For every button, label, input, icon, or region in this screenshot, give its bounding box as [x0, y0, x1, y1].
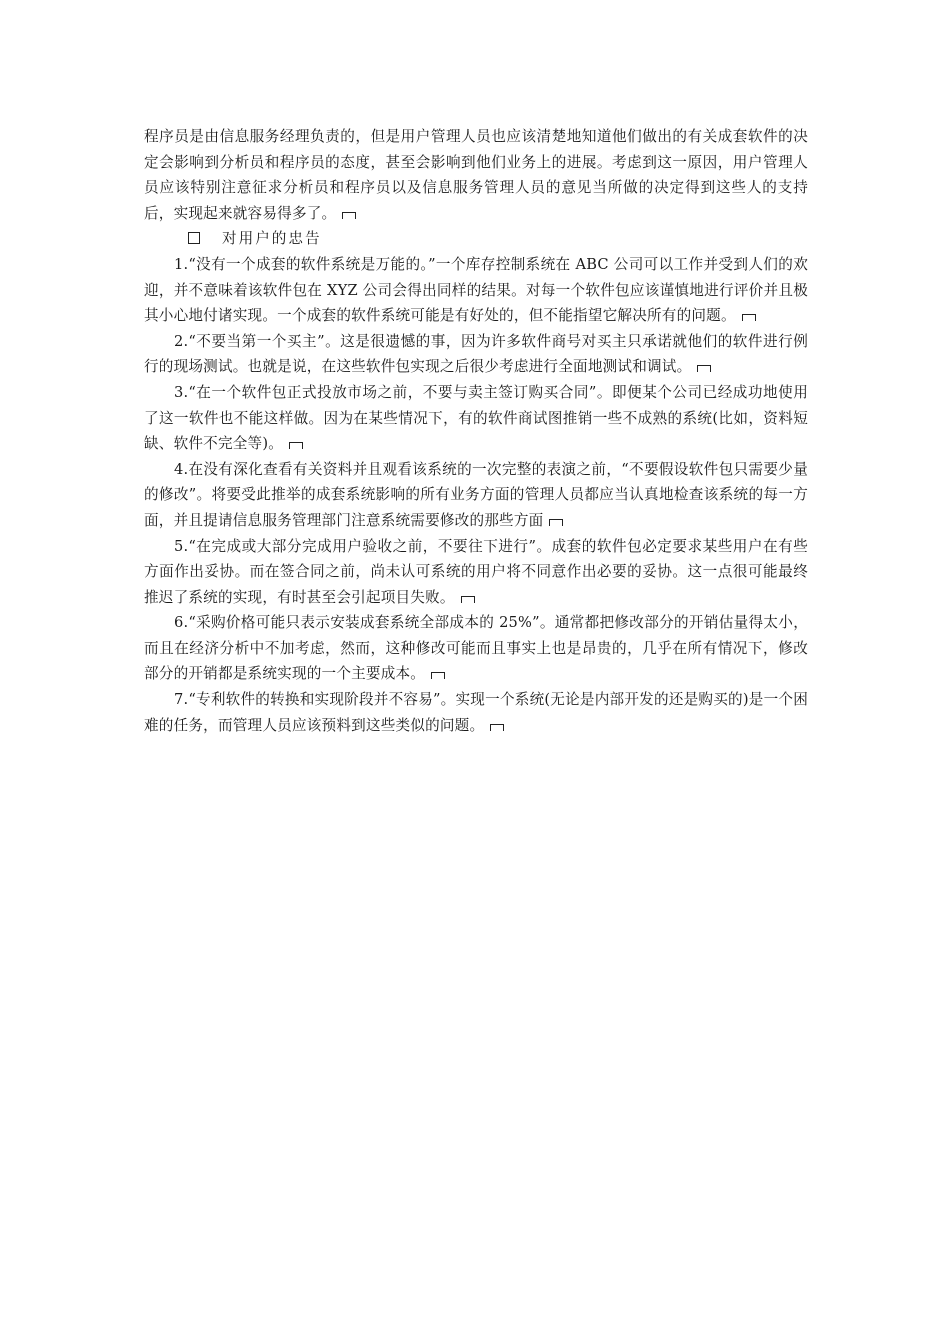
- intro-paragraph: [144, 124, 808, 226]
- paragraph-mark-icon: [549, 519, 563, 526]
- advice-text: 7.“专利软件的转换和实现阶段并不容易”。实现一个系统(无论是内部开发的还是购买的)是一个困难的任务，而管理人员应该预料到这些类似的问题。: [144, 691, 808, 734]
- paragraph-mark-icon: [342, 212, 356, 219]
- advice-text: 5.“在完成或大部分完成用户验收之前，不要往下进行”。成套的软件包必定要求某些用户在有些方面作出妥协。而在签合同之前，尚未认可系统的用户将不同意作出必要的妥协。这一点很可能最终推迟了系统的实现，有时甚至会引起项目失败。: [144, 537, 808, 606]
- paragraph-mark-icon: [697, 365, 711, 372]
- advice-item-4: [144, 457, 808, 534]
- advice-text: 1.“没有一个成套的软件系统是万能的。”一个库存控制系统在 ABC 公司可以工作并受到人们的欢迎，并不意味着该软件包在 XYZ 公司会得出同样的结果。对每一个软件包应该谨慎地进行评价并且极其小心地付诸实现。一个成套的软件系统可能是有好处的，但不能指望它解决所有的问题。: [144, 255, 808, 325]
- paragraph-mark-icon: [742, 314, 756, 321]
- intro-text: 程序员是由信息服务经理负责的，但是用户管理人员也应该清楚地知道他们做出的有关成套软件的决定会影响到分析员和程序员的态度，甚至会影响到他们业务上的进展。考虑到这一原因，用户管理人员应该特别注意征求分析员和程序员以及信息服务管理人员的意见当所做的决定得到这些人的支持后，实现起来就容易得多了。: [144, 128, 808, 222]
- advice-item-3: [144, 380, 808, 457]
- paragraph-mark-icon: [461, 596, 475, 603]
- advice-item-7: [144, 687, 808, 738]
- advice-item-5: [144, 534, 808, 611]
- advice-item-2: [144, 329, 808, 380]
- advice-item-6: [144, 610, 808, 687]
- advice-text: 6.“采购价格可能只表示安装成套系统全部成本的 25%”。通常都把修改部分的开销估量得太小，而且在经济分析中不加考虑，然而，这种修改可能而且事实上也是昂贵的，几乎在所有情况下，修改部分的开销都是系统实现的一个主要成本。: [144, 614, 808, 683]
- paragraph-mark-icon: [490, 724, 504, 731]
- document-page: [144, 124, 808, 738]
- paragraph-mark-icon: [289, 442, 303, 449]
- advice-text: 2.“不要当第一个买主”。这是很遗憾的事，因为许多软件商号对买主只承诺就他们的软件进行例行的现场测试。也就是说，在这些软件包实现之后很少考虑进行全面地测试和调试。: [144, 332, 808, 376]
- advice-text: 3.“在一个软件包正式投放市场之前，不要与卖主签订购买合同”。即便某个公司已经成功地使用了这一软件也不能这样做。因为在某些情况下，有的软件商试图推销一些不成熟的系统(比如，资料短缺、软件不完全等)。: [144, 383, 808, 453]
- advice-text: 4.在没有深化查看有关资料并且观看该系统的一次完整的表演之前，“不要假设软件包只需要少量的修改”。将要受此推举的成套系统影响的所有业务方面的管理人员都应当认真地检查该系统的每一方面，并且提请信息服务管理部门注意系统需要修改的那些方面: [144, 460, 808, 529]
- paragraph-mark-icon: [431, 672, 445, 679]
- advice-item-1: [144, 252, 808, 329]
- section-heading: [144, 226, 808, 252]
- section-heading-text: 对用户的忠告: [222, 230, 322, 248]
- checkbox-square-icon: [188, 232, 200, 244]
